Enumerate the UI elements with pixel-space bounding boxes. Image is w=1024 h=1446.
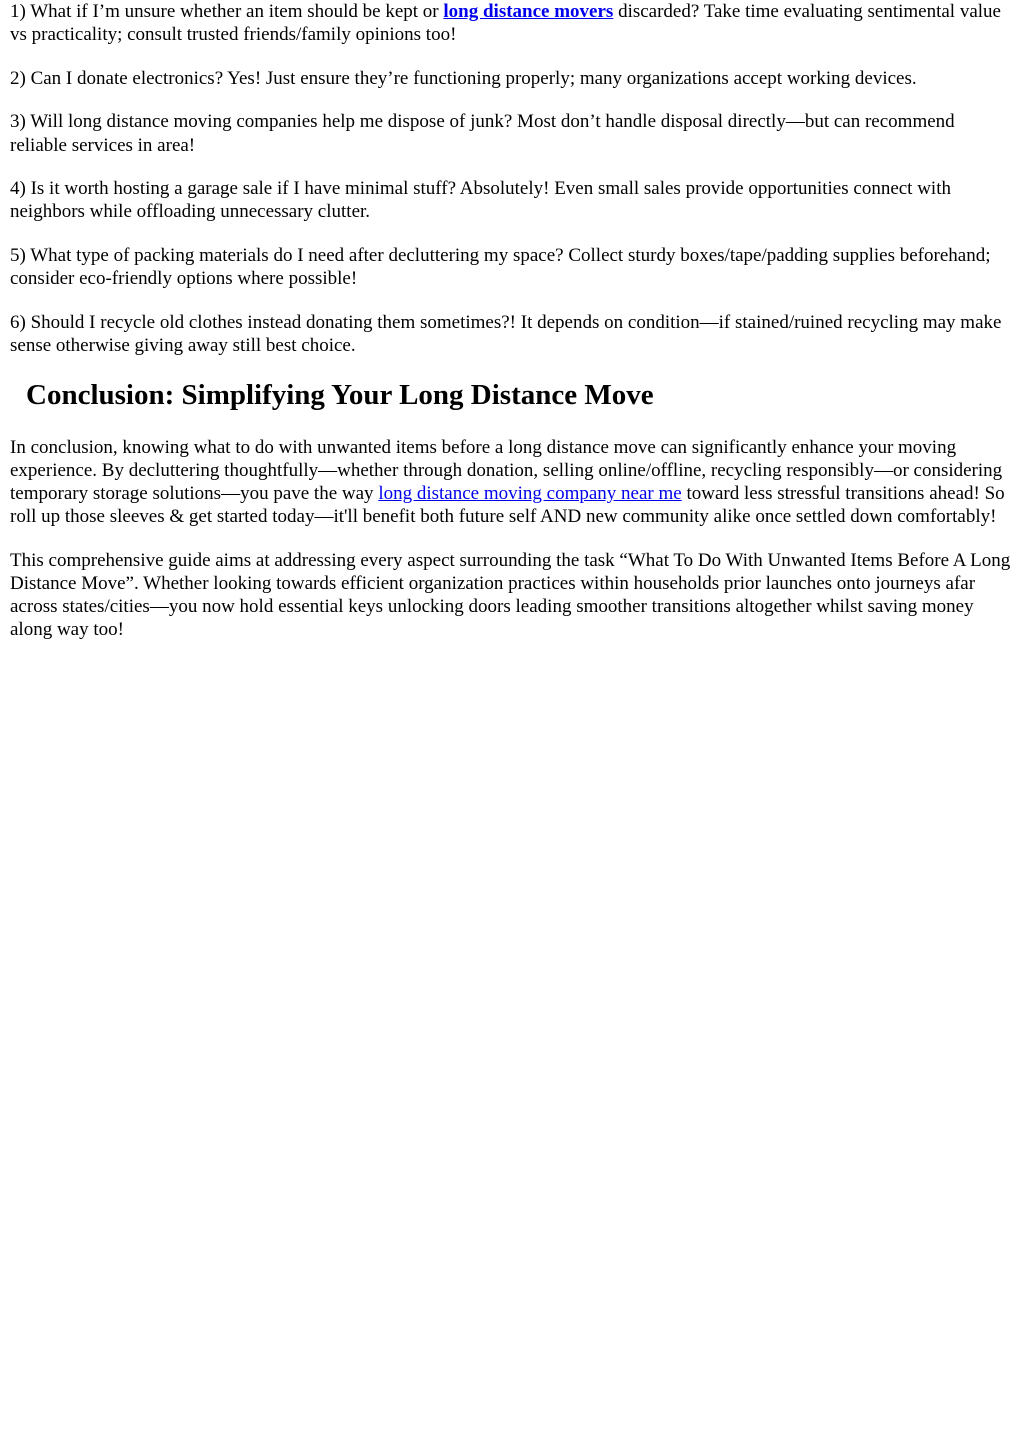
- faq-item-4: 4) Is it worth hosting a garage sale if I have minimal stuff? Absolutely! Even small sales provide opportunities connect with neighbors while offloading unnecessary clutter.: [10, 178, 951, 223]
- faq-item-1-text-before: 1) What if I’m unsure whether an item should be kept or: [10, 1, 444, 22]
- article-body: [0, 0, 1024, 642]
- faq-item-6: 6) Should I recycle old clothes instead donating them sometimes?! It depends on condition—if stained/ruined recycling may make sense otherwise giving away still best choice.: [10, 311, 1002, 356]
- conclusion-paragraph-2: This comprehensive guide aims at addressing every aspect surrounding the task “What To Do With Unwanted Items Before A Long Distance Move”. Whether looking towards efficient organization practices within households prior launches onto journeys afar across states/cities—you now hold essential keys unlocking doors leading smoother transitions altogether whilst saving money along way too!: [10, 549, 1011, 641]
- conclusion-heading: Conclusion: Simplifying Your Long Distance Move: [26, 378, 654, 411]
- conclusion-paragraph-1-text-after: toward less stressful transitions ahead! So roll up those sleeves & get started today—it'll benefit both future self AND new community alike once settled down comfortably!: [10, 482, 1005, 528]
- faq-item-5: 5) What type of packing materials do I need after decluttering my space? Collect sturdy boxes/tape/padding supplies beforehand; consider eco-friendly options where possible!: [10, 244, 991, 290]
- faq-item-3: 3) Will long distance moving companies help me dispose of junk? Most don’t handle disposal directly—but can recommend reliable services in area!: [10, 111, 955, 156]
- faq-item-1-text-after: discarded? Take time evaluating sentimental value vs practicality; consult trusted friends/family opinions too!: [10, 1, 1001, 46]
- long-distance-movers-link[interactable]: long distance movers: [443, 1, 614, 22]
- faq-item-1: [10, 0, 1014, 46]
- faq-item-2: 2) Can I donate electronics? Yes! Just ensure they’re functioning properly; many organizations accept working devices.: [10, 67, 917, 89]
- conclusion-paragraph-1-text-before: In conclusion, knowing what to do with unwanted items before a long distance move can significantly enhance your moving experience. By decluttering thoughtfully—whether through donation, selling online/offline, recycling responsibly—or considering temporary storage solutions—you pave the way: [10, 436, 1003, 504]
- long-distance-moving-company-near-me-link[interactable]: long distance moving company near me: [378, 482, 682, 504]
- conclusion-paragraph-1: [10, 436, 1014, 529]
